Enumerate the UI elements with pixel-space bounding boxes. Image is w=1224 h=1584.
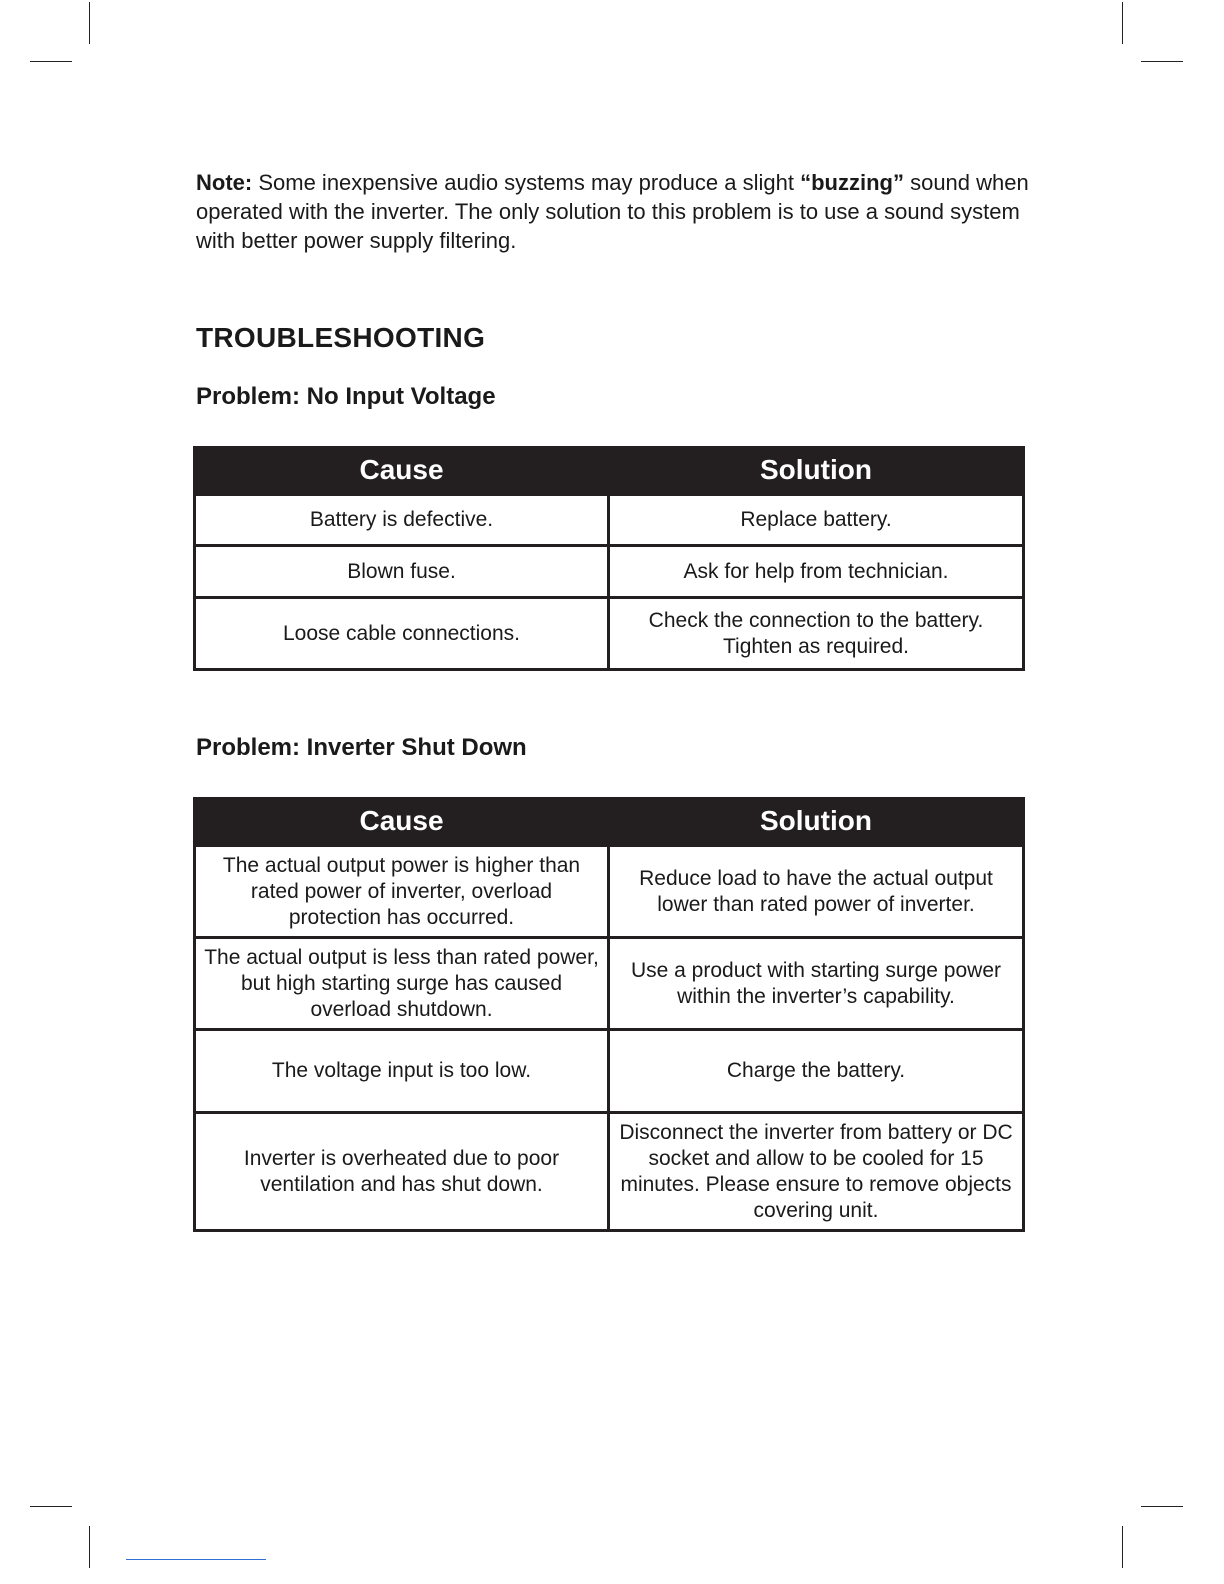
note-text-after: sound when operated with the inverter. The only solution to this problem is to use a sound system with better power supply filtering. [196,170,1029,253]
table-row [195,938,1024,1030]
crop-mark [89,2,90,44]
column-header-solution: Solution [609,446,1024,495]
crop-mark [1141,61,1183,62]
table-row [195,1030,1024,1113]
crop-mark [30,1506,72,1507]
table-header-row [195,446,1024,495]
table-row [195,846,1024,938]
crop-mark [89,1526,90,1568]
solution-cell: Charge the battery. [609,1030,1024,1113]
solution-cell: Disconnect the inverter from battery or DC socket and allow to be cooled for 15 minutes. Please ensure to remove objects covering unit. [609,1113,1024,1231]
note-emphasis: “buzzing” [800,170,904,195]
solution-cell: Replace battery. [609,495,1024,546]
problem-title-no-input-voltage: Problem: No Input Voltage [196,383,496,410]
cause-cell: The voltage input is too low. [195,1030,609,1113]
solution-cell: Ask for help from technician. [609,546,1024,598]
crop-mark [30,61,72,62]
cause-cell: Inverter is overheated due to poor ventilation and has shut down. [195,1113,609,1231]
troubleshooting-table-inverter-shut-down [193,797,1025,1232]
table-header-row [195,797,1024,846]
table-row [195,1113,1024,1231]
crop-mark [1122,1526,1123,1568]
footer-link-underline [126,1559,266,1560]
column-header-cause: Cause [195,797,609,846]
troubleshooting-table-no-input-voltage [193,446,1025,671]
note-label: Note: [196,170,253,195]
problem-title-inverter-shut-down: Problem: Inverter Shut Down [196,734,527,761]
table-row [195,546,1024,598]
column-header-solution: Solution [609,797,1024,846]
note-paragraph [196,168,1036,255]
cause-cell: Loose cable connections. [195,598,609,670]
cause-cell: The actual output is less than rated power, but high starting surge has caused overload shutdown. [195,938,609,1030]
solution-cell: Reduce load to have the actual output lower than rated power of inverter. [609,846,1024,938]
note-text-before: Some inexpensive audio systems may produce a slight [258,170,794,195]
table-row [195,495,1024,546]
solution-cell: Use a product with starting surge power within the inverter’s capability. [609,938,1024,1030]
table-row [195,598,1024,670]
column-header-cause: Cause [195,446,609,495]
section-title: TROUBLESHOOTING [196,322,486,353]
solution-cell: Check the connection to the battery. Tighten as required. [609,598,1024,670]
crop-mark [1141,1506,1183,1507]
cause-cell: Battery is defective. [195,495,609,546]
crop-mark [1122,2,1123,44]
cause-cell: Blown fuse. [195,546,609,598]
cause-cell: The actual output power is higher than rated power of inverter, overload protection has occurred. [195,846,609,938]
